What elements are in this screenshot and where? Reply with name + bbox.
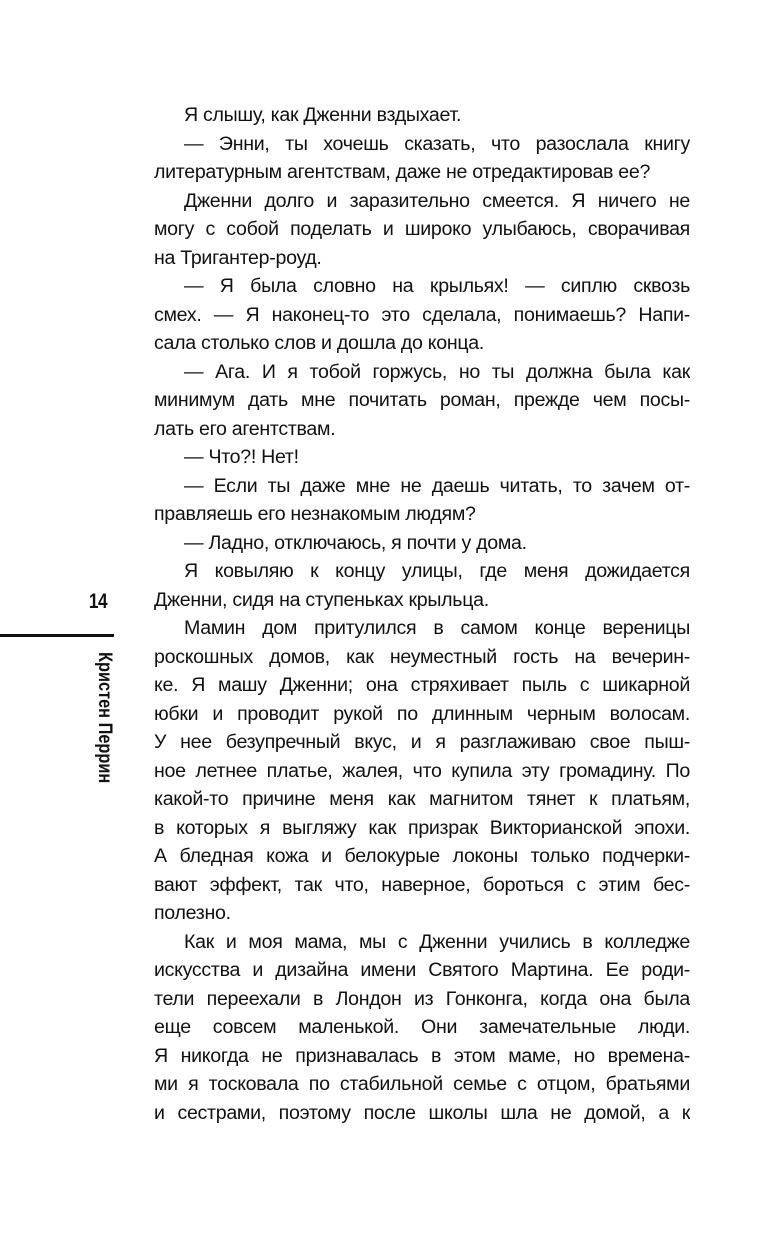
text-line: Дженни долго и заразительно смеется. Я ничего не	[184, 189, 690, 212]
text-line: и сестрами, поэтому после школы шла не домой, а к	[154, 1101, 690, 1124]
text-line: Я никогда не признавалась в этом маме, но времена-	[154, 1044, 690, 1067]
text-line: — Я была словно на крыльях! — сиплю сквозь	[184, 275, 690, 297]
text-line: литературным агентствам, даже не отредактировав ее?	[154, 161, 651, 183]
text-line: на Тригантер-роуд.	[154, 246, 322, 269]
text-line: — Ага. И я тобой горжусь, но ты должна была как	[184, 360, 690, 383]
text-line: могу с собой поделать и широко улыбаюсь, сворачивая	[154, 218, 690, 240]
text-line: Дженни, сидя на ступеньках крыльца.	[154, 588, 489, 611]
text-line: правляешь его незнакомым людям?	[154, 503, 476, 525]
text-line: — Ладно, отключаюсь, я почти у дома.	[184, 531, 527, 554]
text-line: полезно.	[154, 902, 231, 924]
text-line: искусства и дизайна имени Святого Мартина. Ее роди-	[154, 959, 690, 981]
text-line: смех. — Я наконец-то это сделала, понимаешь? Напи-	[154, 303, 690, 326]
body-text	[154, 101, 690, 1127]
text-line: сала столько слов и дошла до конца.	[154, 332, 485, 354]
text-line: У нее безупречный вкус, и я разглаживаю свое пыш-	[154, 731, 690, 753]
running-head-author: Кристен Перрин	[94, 652, 115, 784]
text-line: Я ковыляю к концу улицы, где меня дожидается	[184, 560, 690, 582]
text-line: вают эффект, так что, наверное, бороться с этим бес-	[154, 873, 690, 896]
text-line: Я слышу, как Дженни вздыхает.	[184, 104, 462, 126]
text-line: какой-то причине меня как магнитом тянет к платьям,	[154, 788, 690, 810]
text-line: тели переехали в Лондон из Гонконга, когда она была	[154, 987, 690, 1010]
text-line: — Если ты даже мне не даешь читать, то зачем от-	[184, 474, 690, 497]
text-line: ное летнее платье, жалея, что купила эту громадину. По	[154, 759, 690, 782]
text-line: Мамин дом притулился в самом конце вереницы	[184, 617, 690, 639]
text-line: в которых я выгляжу как призрак Викторианской эпохи.	[154, 816, 690, 839]
text-line: ке. Я машу Дженни; она стряхивает пыль с шикарной	[154, 674, 690, 696]
text-line: минимум дать мне почитать роман, прежде чем посы-	[154, 389, 690, 411]
text-line: — Что?! Нет!	[184, 446, 299, 468]
margin-rule	[0, 634, 114, 637]
text-line: роскошных домов, как неуместный гость на вечерин-	[154, 645, 690, 668]
text-line: — Энни, ты хочешь сказать, что разослала книгу	[184, 132, 690, 155]
text-line: еще совсем маленькой. Они замечательные люди.	[154, 1016, 690, 1038]
page-number: 14	[88, 590, 108, 613]
text-line: ми я тосковала по стабильной семье с отцом, братьями	[154, 1073, 690, 1095]
text-line: лать его агентствам.	[154, 417, 336, 440]
text-line: А бледная кожа и белокурые локоны только подчерки-	[154, 845, 690, 867]
text-line: юбки и проводит рукой по длинным черным волосам.	[154, 702, 690, 725]
text-line: Как и моя мама, мы с Дженни учились в колледже	[184, 930, 690, 953]
